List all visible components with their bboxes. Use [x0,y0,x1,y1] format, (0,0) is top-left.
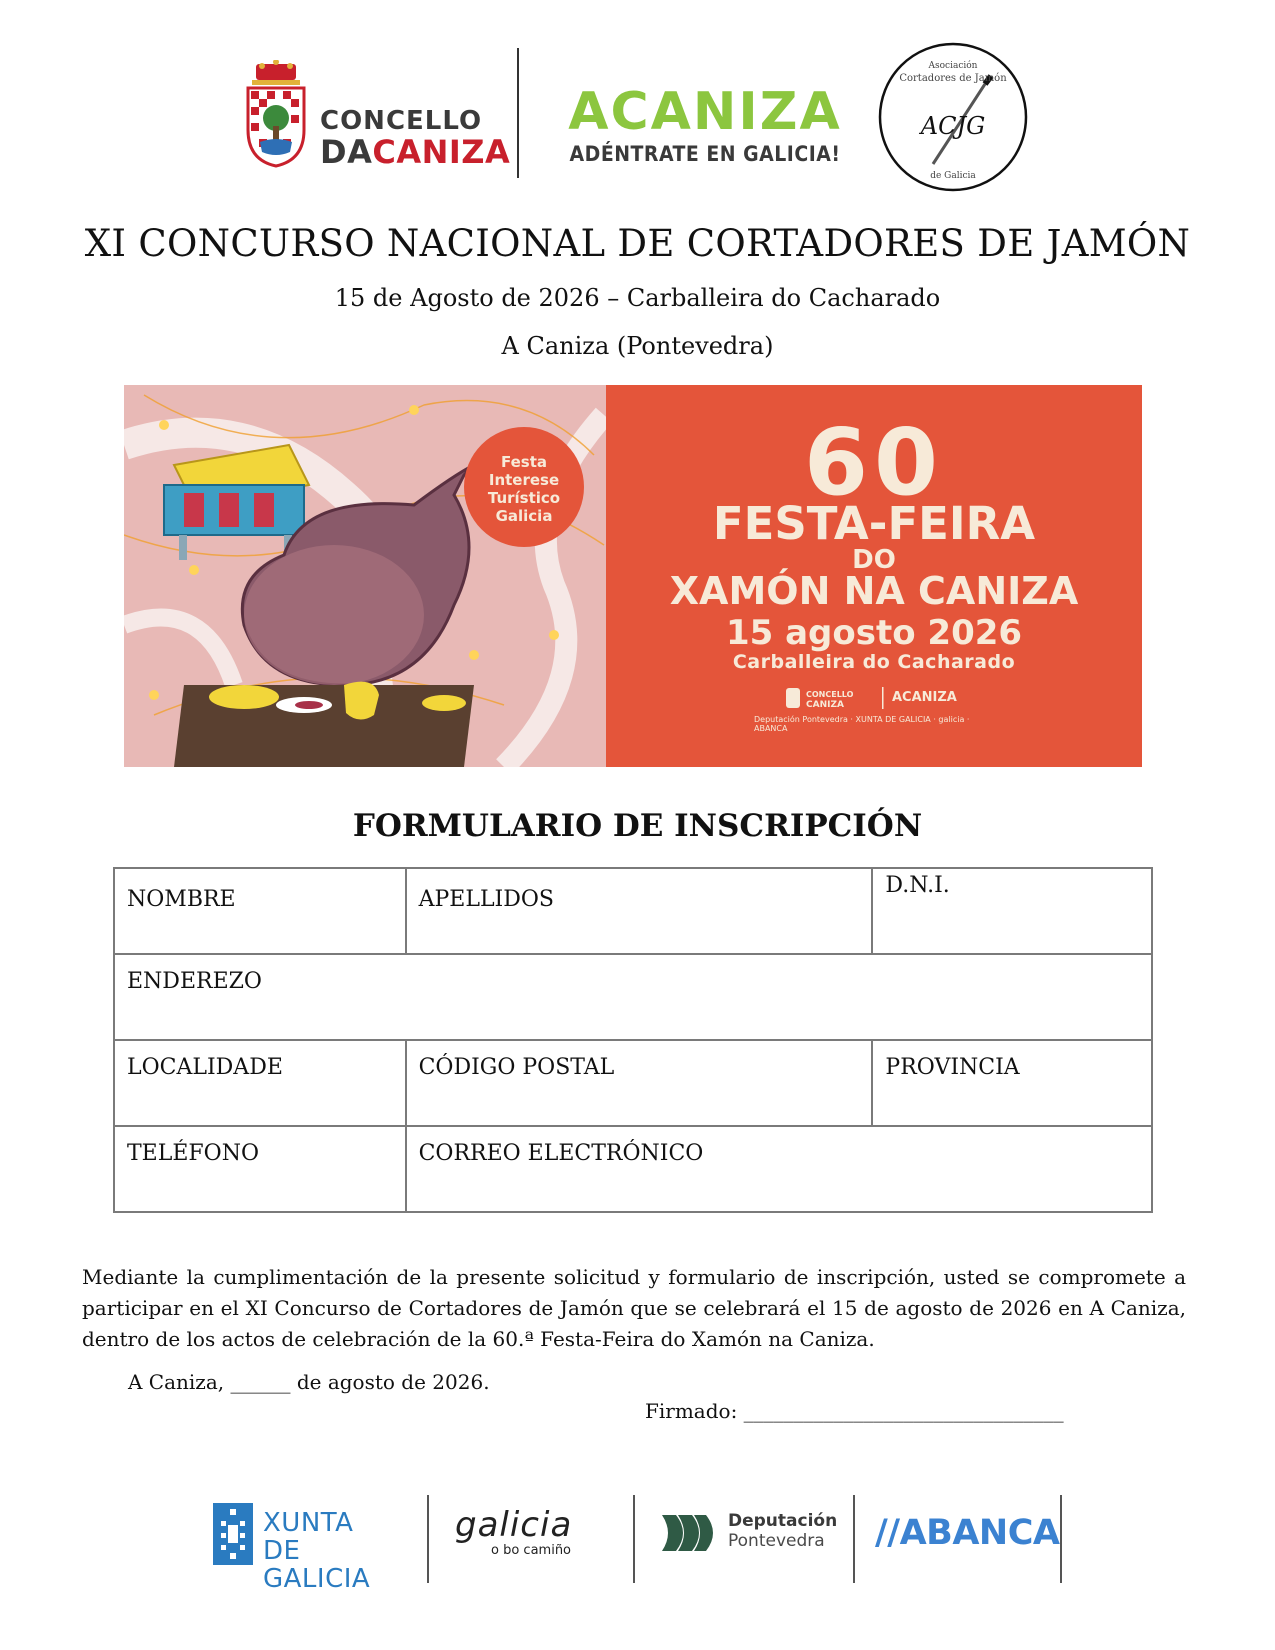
registration-form [113,867,1153,1213]
codigo-postal-field[interactable] [406,1040,873,1126]
dni-label: D.N.I. [885,873,950,898]
event-poster [124,385,1142,767]
concello-line1: CONCELLO [320,106,483,136]
header-divider [517,48,519,178]
deputacion-logo [660,1511,850,1571]
nombre-field[interactable] [114,868,406,954]
footer-sponsor-logos [205,1485,1065,1594]
footer-divider [853,1495,855,1583]
enderezo-field[interactable] [114,954,1152,1040]
localidade-field[interactable] [114,1040,406,1126]
acaniza-wordmark: ACANIZA [568,82,842,142]
xunta-shield-icon [213,1503,253,1565]
header-logos [0,40,1275,200]
telefono-field[interactable] [114,1126,406,1212]
xunta-wordmark [263,1509,413,1593]
concello-logo [242,60,511,180]
subtitle-town: A Caniza (Pontevedra) [501,332,774,360]
poster-sponsors: Deputación Pontevedra · XUNTA DE GALICIA · galicia · ABANCA [754,715,970,733]
footer-divider [1060,1495,1062,1583]
deputacion-wordmark [728,1511,837,1551]
poster-edition-number: 60 [803,409,945,516]
galicia-tagline: o bo camiño [491,1543,572,1558]
poster-organizer-logos-icon [786,685,986,711]
correo-label: CORREO ELECTRÓNICO [418,1141,704,1166]
galicia-logo [455,1505,605,1571]
deputacion-line2: Pontevedra [728,1531,825,1551]
poster-line3: XAMÓN NA CANIZA [669,569,1079,613]
xunta-line1: XUNTA [263,1508,354,1538]
concello-line2b: CANIZA [372,133,511,171]
form-title: FORMULARIO DE INSCRIPCIÓN [352,808,923,844]
provincia-field[interactable] [872,1040,1152,1126]
abanca-logo: //ABANCA [875,1513,1060,1553]
poster-concello-1: CONCELLO [806,690,854,699]
acaniza-tagline: ADÉNTRATE EN GALICIA! [569,142,841,166]
xunta-logo [213,1503,413,1594]
poster-date: 15 agosto 2026 [725,613,1023,653]
assoc-line3: de Galicia [930,171,976,181]
footer-divider [633,1495,635,1583]
poster-place: Carballeira do Cacharado [732,651,1016,673]
dni-field[interactable] [872,868,1152,954]
assoc-line1: Asociación [928,61,978,71]
assoc-initials: ACJG [920,112,986,140]
concello-line2 [320,133,511,171]
localidade-label: LOCALIDADE [127,1055,283,1080]
poster-illustration [124,385,606,767]
subtitle-date-place: 15 de Agosto de 2026 – Carballeira do Cacharado [334,284,941,312]
date-line[interactable]: A Caniza, ______ de agosto de 2026. [128,1370,490,1394]
apellidos-field[interactable] [406,868,873,954]
association-seal-icon [873,40,1033,195]
poster-acaniza: ACANIZA [892,690,957,705]
enderezo-label: ENDEREZO [127,969,262,994]
page-title: XI CONCURSO NACIONAL DE CORTADORES DE JAMÓN [84,222,1191,265]
galicia-wordmark: galicia [455,1505,573,1545]
badge-line4: Galicia [495,507,553,525]
poster-line2: DO [852,545,896,575]
badge-line1: Festa [500,453,548,471]
coat-of-arms-icon [242,60,310,170]
assoc-line2: Cortadores de Jamón [899,73,1007,84]
badge-line2: Interese [488,471,560,489]
footer-divider [427,1495,429,1583]
xunta-line2: DE GALICIA [263,1536,371,1594]
poster-text-panel [606,385,1142,767]
acaniza-logo [555,82,855,166]
concello-line2a: DA [320,133,373,171]
commitment-paragraph: Mediante la cumplimentación de la presente solicitud y formulario de inscripción, usted se compromete a participar en el XI Concurso de Cortadores de Jamón que se celebrará el 15 de agosto de 2026 en A Caniza, dentro de los actos de celebración de la 60.ª Festa-Feira do Xamón na Caniza. [82,1265,1186,1351]
signature-line[interactable]: Firmado: ________________________________ [645,1399,1064,1423]
correo-field[interactable] [406,1126,1152,1212]
deputacion-mark-icon [660,1511,720,1555]
codigo-postal-label: CÓDIGO POSTAL [418,1055,615,1080]
nombre-label: NOMBRE [127,887,236,912]
telefono-label: TELÉFONO [127,1141,259,1166]
apellidos-label: APELLIDOS [418,887,554,912]
interest-badge [464,427,584,547]
provincia-label: PROVINCIA [885,1055,1020,1080]
poster-concello-2: CANIZA [806,700,844,710]
concello-wordmark [320,106,511,171]
poster-line1: FESTA-FEIRA [712,497,1036,550]
badge-line3: Turístico [487,489,561,507]
deputacion-line1: Deputación [728,1511,838,1531]
